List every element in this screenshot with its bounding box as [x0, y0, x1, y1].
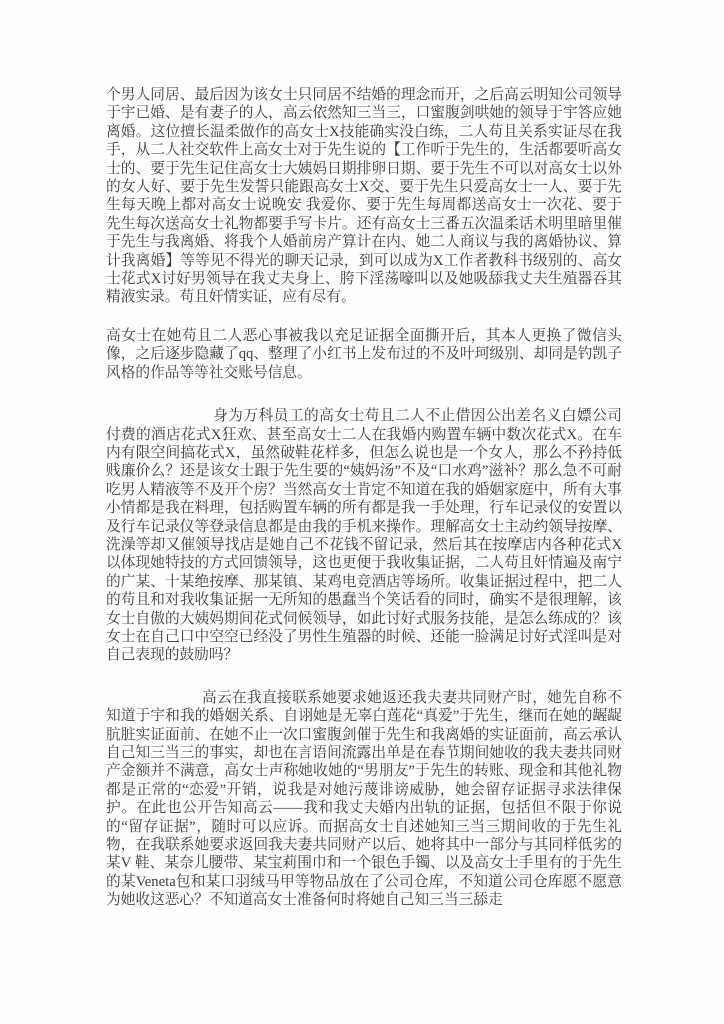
paragraph-property-demand: 高云在我直接联系她要求她返还我夫妻共同财产时，她先自称不知道于宇和我的婚姻关系、自诩她是无辜白莲花“真爱”于先生，继而在她的龌龊肮脏实证面前、在她不止一次口蜜腹剑催于先生和我离婚的实证面前，高云承认自己知三当三的事实，却也在言语间流露出单是在春节期间她收的我夫妻共同财产金额并不满意，高女士声称她收她的“男朋友”于先生的转账、现金和其他礼物都是正常的“恋爱”开销，说我是对她污蔑诽谤威胁，她会留存证据寻求法律保护。在此也公开告知高云——我和我丈夫婚内出轨的证据，包括但不限于你说的“留存证据”，随时可以应诉。而据高女士自述她知三当三期间收的于先生礼物，在我联系她要求返回我夫妻共同财产以后、她将其中一部分与其同样低劣的某V 鞋、某奈儿腰带、某宝莉围巾和一个银色手镯、以及高女士手里有的于先生的某Veneta包和某口羽绒马甲等物品放在了公司仓库，不知道公司仓库愿不愿意为她收这恶心？不知道高女士准备何时将她自己知三当三舔走 [106, 689, 622, 909]
paragraph-social-accounts: 高女士在她苟且二人恶心事被我以充足证据全面撕开后，其本人更换了微信头像，之后逐步隐藏了qq、整理了小红书上发布过的不及叶珂级别、却同是钓凯子风格的作品等等社交账号信息。 [106, 327, 622, 381]
text-column [106, 86, 622, 910]
paragraph-evidence-list: 个男人同居、最后因为该女士只同居不结婚的理念而开，之后高云明知公司领导于宇已婚、是有妻子的人，高云依然知三当三，口蜜腹剑哄她的领导于宇答应她离婚。这位擅长温柔做作的高女士X技能确实没白练，二人苟且关系实证尽在我手，从二人社交软件上高女士对于先生说的【工作听于先生的，生活都要听高女士的、要于先生记住高女士大姨妈日期排卵日期、要于先生不可以对高女士以外的女人好、要于先生发誓只能跟高女士X交、要于先生只爱高女士一人、要于先生每天晚上都对高女士说晚安 我爱你、要于先生每周都送高女士一次花、要于先生每次送高女士礼物都要手写卡片。还有高女士三番五次温柔话术明里暗里催于先生与我离婚、将我个人婚前房产算计在内、她二人商议与我的离婚协议、算计我离婚】等等见不得光的聊天记录，到可以成为X工作者教科书级别的、高女士花式X讨好男领导在我丈夫身上、胯下淫荡嚎叫以及她吸舔我丈夫生殖器吞其精液实录。苟且奸情实证，应有尽有。 [106, 87, 622, 306]
paragraph-company-trips: 身为万科员工的高女士苟且二人不止借因公出差名义白嫖公司付费的酒店花式X狂欢、甚至高女士二人在我婚内购置车辆中数次花式X。在车内有限空间搞花式X，虽然破鞋花样多，但怎么说也是一个女人，那么不矜持低贱廉价么？还是该女士跟于先生要的“姨妈汤”不及“口水鸡”滋补？那么急不可耐吃男人精液等不及开个房？当然高女士肯定不知道在我的婚姻家庭中，所有大事小情都是我在料理，包括购置车辆的所有都是我一手处理，行车记录仪的安置以及行车记录仪等登录信息都是由我的手机来操作。理解高女士主动约领导按摩、洗澡等却又催领导找店是她自己不花钱不留记录，然后其在按摩店内各种花式X以体现她特技的方式回馈领导，这也更便于我收集证据，二人苟且奸情遍及南宁的广某、十某绝按摩、那某镇、某鸡电竞酒店等场所。收集证据过程中，把二人的苟且和对我收集证据一无所知的愚蠢当个笑话看的同时，确实不是很理解，该女士自傲的大姨妈期间花式伺候领导，如此讨好式服务技能，是怎么练成的？该女士在自己口中空空已经没了男性生殖器的时候、还能一脸满足讨好式淫叫是对自己表现的鼓励吗？ [106, 408, 622, 664]
